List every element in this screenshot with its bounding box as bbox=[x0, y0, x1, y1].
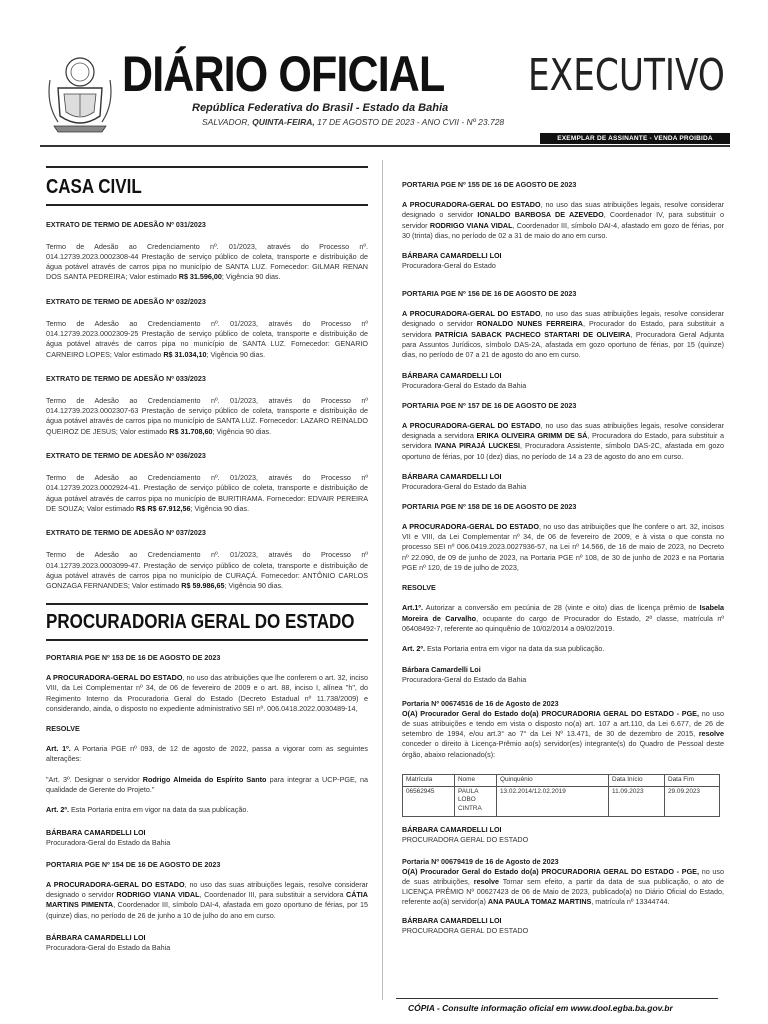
portaria-155 bbox=[402, 180, 724, 271]
section-rule bbox=[46, 204, 368, 206]
resolve-label: RESOLVE bbox=[402, 583, 436, 593]
portaria-156 bbox=[402, 289, 724, 390]
table-header: Nome bbox=[455, 775, 497, 787]
masthead bbox=[40, 44, 730, 152]
portaria-heading: PORTARIA PGE Nº 155 DE 16 DE AGOSTO DE 2023 bbox=[402, 180, 577, 189]
extrato-text: Termo de Adesão ao Credenciamento nº. 01/2023, através do Processo nº 014.12739.2023.0002309-25 Prestação de serviço público de coleta, transporte e distribuição de água potável através de carros pipa no município de SANTA LUZ. Fornecedor: GENARIO CARNEIRO LOPES; Valor estimado R$ 31.034,10; Vigência 90 dias. bbox=[46, 318, 368, 359]
article-2: Art. 2º. Esta Portaria entra em vigor na data da sua publicação. bbox=[402, 644, 605, 654]
footer-rule bbox=[396, 998, 718, 999]
signature: BÁRBARA CAMARDELLI LOI Procuradora-Geral do Estado da Bahia bbox=[402, 370, 527, 390]
article-1: Art. 1º. A Portaria PGE nº 093, de 12 de agosto de 2022, passa a vigorar com as seguintes alterações: bbox=[46, 744, 368, 764]
portaria-text: A PROCURADORA-GERAL DO ESTADO, no uso das suas atribuições legais, resolve considerar designado o servidor IONALDO BARBOSA DE AZEVEDO, Coordenador IV, para substituir o servidor RODRIGO VIANA VIDAL, Coordenador III, símbolo DAI-4, afastado em gozo de férias, por 30 (trinta) dias, no período de 02 a 31 de maio do ano em curso. bbox=[402, 200, 725, 240]
extrato-heading: EXTRATO DE TERMO DE ADESÃO Nº 037/2023 bbox=[46, 528, 206, 538]
newspaper-subtitle: EXECUTIVO bbox=[528, 50, 725, 101]
portaria-text: O(A) Procurador Geral do Estado do(a) PROCURADORIA GERAL DO ESTADO - PGE, no uso de suas atribuições, resolve Tornar sem efeito, a partir da data de sua publicação, o ato de LICENÇA PRÊMIO Nº 00627423 de 06 de Maio de 2023, publicado(a) no Diário Oficial do Estado, referente ao(à) servidor(a) ANA PAULA TOMAZ MARTINS, matrícula nº 13344744. bbox=[402, 866, 724, 907]
left-column bbox=[46, 158, 368, 953]
extrato-heading: EXTRATO DE TERMO DE ADESÃO Nº 031/2023 bbox=[46, 219, 206, 229]
table-cell: 29.09.2023 bbox=[665, 786, 720, 816]
portaria-text: A PROCURADORA-GERAL DO ESTADO, no uso das suas atribuições legais, resolve considerar designada a servidora ERIKA OLIVEIRA GRIMM DE SÁ, Procuradora do Estado, para substituir a servidora IVANA PIRAJÁ LUCKESI, Procuradora Assistente, símbolo DAS-2C, afastada em gozo oportuno de férias, por 10 (dez) dias, no período de 14 a 23 de agosto do ano em curso. bbox=[402, 420, 725, 461]
signature: Bárbara Camardelli Loi Procuradora-Geral do Estado da Bahia bbox=[402, 664, 527, 684]
exemplar-badge: EXEMPLAR DE ASSINANTE - VENDA PROIBIDA bbox=[540, 133, 730, 144]
extrato-heading: EXTRATO DE TERMO DE ADESÃO Nº 032/2023 bbox=[46, 296, 206, 306]
extrato-031 bbox=[46, 220, 368, 283]
portaria-text: A PROCURADORA-GERAL DO ESTADO, no uso das atribuições que lhe conferem o art. 32, inciso VIII, da Lei Complementar nº 34, de 06 de fevereiro de 2009 e o art. 88, inciso I, alínea "h", do Regimento Interno da Procuradoria Geral do Estado (Decreto Estadual nº 11.738/2009) e considerando, ainda, o disposto no expediente administrativo SEI nº. 006.0418.2022.0030489-14, bbox=[46, 672, 369, 713]
section-rule bbox=[46, 166, 368, 168]
portaria-text: A PROCURADORA-GERAL DO ESTADO, no uso das atribuições que lhe confere o art. 32, incisos VII e VIII, da Lei Complementar nº 34, de 06 de fevereiro de 2009, e à vista o que consta no processo SEI nº 006.0419.2023.0027936-57, na Lei nº 14.566, de 16 de maio de 2023, no Decreto nº 22.090, de 09 de junho de 2023, na Portaria PGE nº 108, de 30 de junho de 2023 e na Portaria PGE nº 120, de 19 de julho de 2023, bbox=[402, 521, 725, 573]
signature: BÁRBARA CAMARDELLI LOI Procuradora-Geral do Estado da Bahia bbox=[46, 932, 171, 952]
signature: BÁRBARA CAMARDELLI LOI PROCURADORA GERAL DO ESTADO bbox=[402, 915, 529, 935]
portaria-158 bbox=[402, 502, 724, 685]
signature: BÁRBARA CAMARDELLI LOI PROCURADORA GERAL DO ESTADO bbox=[402, 824, 529, 844]
right-column bbox=[402, 180, 724, 936]
portaria-00679419 bbox=[402, 857, 724, 936]
section-title-pge: PROCURADORIA GERAL DO ESTADO bbox=[46, 611, 355, 634]
extrato-037 bbox=[46, 528, 368, 591]
portaria-heading: Portaria Nº 00679419 de 16 de Agosto de 2023 bbox=[402, 856, 559, 866]
extrato-032 bbox=[46, 297, 368, 360]
table-cell: PAULA LOBO CINTRA bbox=[455, 786, 497, 816]
table-cell: 11.09.2023 bbox=[609, 786, 665, 816]
section-title-casa-civil: CASA CIVIL bbox=[46, 176, 142, 198]
signature: BÁRBARA CAMARDELLI LOI Procuradora-Geral do Estado da Bahia bbox=[46, 827, 171, 847]
bahia-coat-of-arms-icon bbox=[44, 50, 116, 136]
column-divider bbox=[382, 160, 383, 1000]
header-rule bbox=[40, 145, 730, 147]
portaria-00674516 bbox=[402, 699, 724, 845]
table-header-row bbox=[403, 775, 720, 787]
article-2: Art. 2º. Esta Portaria entra em vigor na data da sua publicação. bbox=[46, 805, 249, 815]
extrato-heading: EXTRATO DE TERMO DE ADESÃO Nº 036/2023 bbox=[46, 451, 206, 461]
extrato-text: Termo de Adesão ao Credenciamento nº. 01/2023, através do Processo nº. 014.12739.2023.0002308-44 Prestação de serviço público de coleta, transporte e distribuição de água potável através de carros pipa no município de SANTA LUZ. Fornecedor: GILMAR RENAN DOS SANTA PEDREIRA; Valor estimado R$ 31.596,00; Vigência 90 dias. bbox=[46, 241, 368, 282]
extrato-text: Termo de Adesão ao Credenciamento nº. 01/2023, através do Processo nº 014.12739.2023.0002307-63 Prestação de serviço público de coleta, transporte e distribuição de água potável através de carros pipa no município de SANTA LUZ. Fornecedor: LAZARO REINALDO QUEIROZ DE JESUS; Valor estimado R$ 31.708,60; Vigência 90 dias. bbox=[46, 395, 368, 436]
table-header: Data Início bbox=[609, 775, 665, 787]
footer-copy-notice: CÓPIA - Consulte informação oficial em www.dool.egba.ba.gov.br bbox=[408, 1003, 673, 1013]
portaria-text: A PROCURADORA-GERAL DO ESTADO, no uso das suas atribuições legais, resolve considerar designado o servidor RONALDO NUNES FERREIRA, Procurador do Estado, para substituir a servidora PATRÍCIA SABACK PACHECO STARTARI DE OLIVEIRA, Procuradora Geral Adjunta para Assuntos Jurídicos, símbolo DAS-2A, afastada em gozo oportuno de férias, por 15 (quinze) dias, no período de 07 a 21 de agosto do ano em curso. bbox=[402, 309, 725, 360]
portaria-153 bbox=[46, 653, 368, 848]
signature: BÁRBARA CAMARDELLI LOI Procuradora-Geral do Estado da Bahia bbox=[402, 471, 527, 491]
table-cell: 13.02.2014/12.02.2019 bbox=[497, 786, 609, 816]
portaria-heading: PORTARIA PGE Nº 158 DE 16 DE AGOSTO DE 2023 bbox=[402, 501, 577, 511]
table-header: Matrícula bbox=[403, 775, 455, 787]
portaria-heading: Portaria Nº 00674516 de 16 de Agosto de 2023 bbox=[402, 698, 559, 708]
dateline: SALVADOR, QUINTA-FEIRA, 17 DE AGOSTO DE 2023 - ANO CVII - Nº 23.728 bbox=[202, 117, 505, 127]
extrato-heading: EXTRATO DE TERMO DE ADESÃO Nº 033/2023 bbox=[46, 373, 206, 383]
republic-line: República Federativa do Brasil - Estado da Bahia bbox=[192, 102, 449, 114]
table-header: Quinquênio bbox=[497, 775, 609, 787]
section-rule bbox=[46, 603, 368, 605]
article-1: Art.1º. Autorizar a conversão em pecúnia de 28 (vinte e oito) dias de licença prêmio de Isabela Moreira de Carvalho, ocupante do cargo de Procurador do Estado, 2ª classe, matrícula nº 06408492-7, referente ao quinquênio de 10/02/2014 a 09/02/2019. bbox=[402, 603, 725, 633]
section-rule bbox=[46, 639, 368, 641]
licenca-table bbox=[402, 774, 720, 817]
table-cell: 06562945 bbox=[403, 786, 455, 816]
table-row bbox=[403, 786, 720, 816]
resolve-label: RESOLVE bbox=[46, 724, 80, 734]
portaria-154 bbox=[46, 860, 368, 953]
article-quote: "Art. 3º. Designar o servidor Rodrigo Almeida do Espírito Santo para integrar a UCP-PGE, na qualidade de Gerente do Projeto." bbox=[46, 774, 368, 795]
table-header: Data Fim bbox=[665, 775, 720, 787]
extrato-033 bbox=[46, 374, 368, 437]
portaria-text: A PROCURADORA-GERAL DO ESTADO, no uso das suas atribuições legais, resolve considerar designado o servidor RODRIGO VIANA VIDAL, Coordenador III, para substituir a servidora CÁTIA MARTINS PIMENTA, Coordenador III, símbolo DAI-4, afastada em gozo oportuno de férias, por 15 (quinze) dias, no período de 26 de junho a 10 de julho do ano em curso. bbox=[46, 879, 369, 920]
portaria-heading: PORTARIA PGE Nº 154 DE 16 DE AGOSTO DE 2023 bbox=[46, 859, 221, 869]
portaria-heading: PORTARIA PGE Nº 157 DE 16 DE AGOSTO DE 2023 bbox=[402, 400, 577, 410]
portaria-157 bbox=[402, 401, 724, 492]
newspaper-title: DIÁRIO OFICIAL bbox=[122, 46, 445, 102]
extrato-036 bbox=[46, 451, 368, 514]
extrato-text: Termo de Adesão ao Credenciamento nº. 01/2023, através do Processo nº 014.12739.2023.0003099-47. Prestação de serviço público de coleta, transporte e distribuição de água potável através de carros pipa no município de CURAÇÁ. Fornecedor: ANTÔNIO CARLOS GONZAGA FERNANDES; Valor estimado R$ 59.986,65; Vigência 90 dias. bbox=[46, 550, 368, 591]
extrato-text: Termo de Adesão ao Credenciamento nº. 01/2023, através do Processo nº 014.12739.2023.0002924-41. Prestação de serviço público de coleta, transporte e distribuição de água potável através de carros pipa no município de BURITIRAMA. Fornecedor: EDVAIR PEREIRA DE SOUZA; Valor estimado R$ R$ 67.912,56; Vigência 90 dias. bbox=[46, 473, 368, 513]
portaria-text: O(A) Procurador Geral do Estado do(a) PROCURADORIA GERAL DO ESTADO - PGE, no uso de suas atribuições e tendo em vista o disposto no(a) art. 107 a art.110, da Lei 6.677, de 26 de setembro de 1994, e/ou art.3° ao 7° da Lei Nº 13.471, de 30 de dezembro de 2015, resolve conceder o direito à Licença-Prêmio ao(s) servidor(es) integrante(s) do Quadro de Pessoal deste órgão, abaixo relacionado(s): bbox=[402, 708, 724, 759]
portaria-heading: PORTARIA PGE Nº 156 DE 16 DE AGOSTO DE 2023 bbox=[402, 289, 577, 299]
signature: BÁRBARA CAMARDELLI LOI Procuradora-Geral do Estado bbox=[402, 251, 502, 271]
portaria-heading: PORTARIA PGE Nº 153 DE 16 DE AGOSTO DE 2023 bbox=[46, 652, 221, 662]
